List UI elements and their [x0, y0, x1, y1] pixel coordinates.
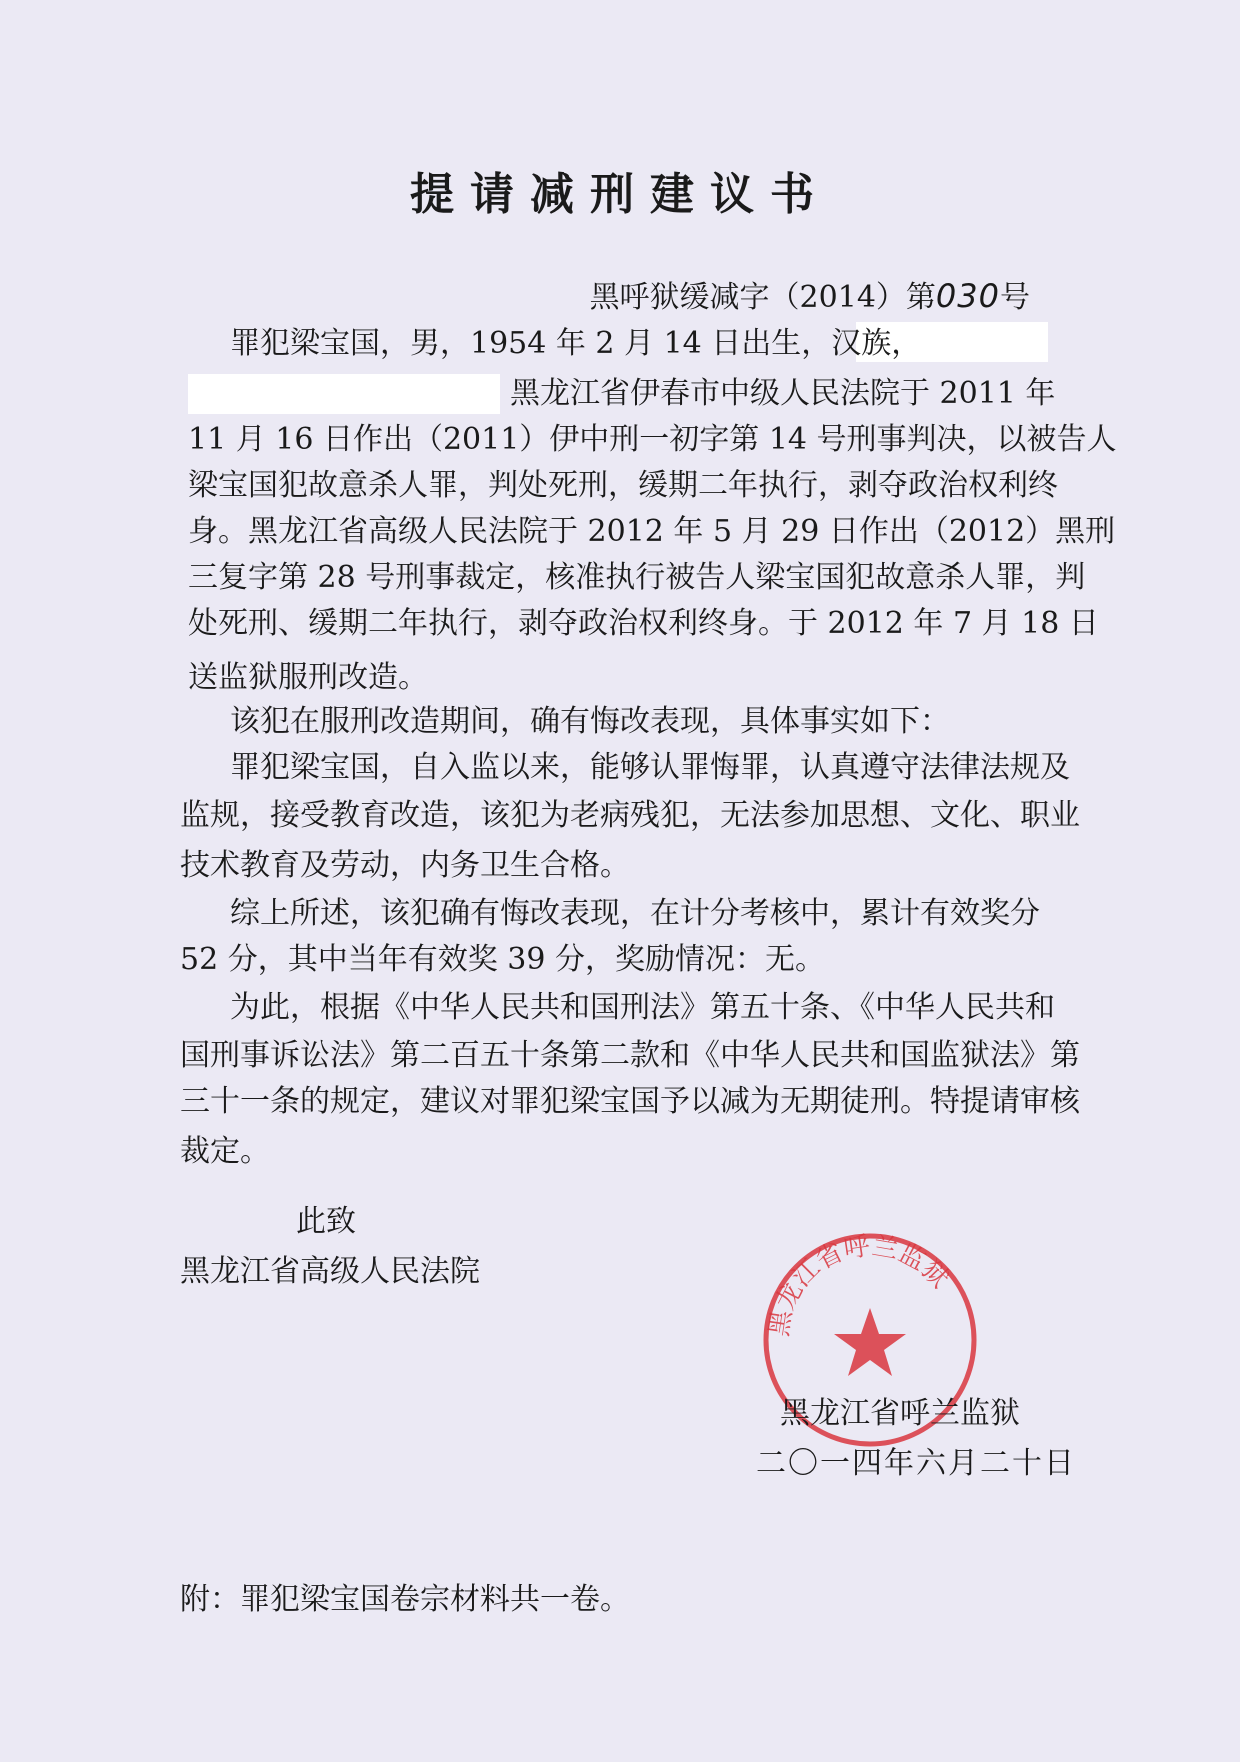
- body-line: 罪犯梁宝国，男，1954 年 2 月 14 日出生，汉族，: [230, 326, 922, 361]
- body-line: 黑龙江省伊春市中级人民法院于 2011 年: [510, 376, 1056, 411]
- body-line: 国刑事诉讼法》第二百五十条第二款和《中华人民共和国监狱法》第: [180, 1038, 1080, 1073]
- signature-org: 黑龙江省呼兰监狱: [780, 1396, 1020, 1431]
- body-line: 技术教育及劳动，内务卫生合格。: [180, 848, 630, 883]
- body-line: 梁宝国犯故意杀人罪，判处死刑，缓期二年执行，剥夺政治权利终: [188, 468, 1058, 503]
- body-line: 监规，接受教育改造，该犯为老病残犯，无法参加思想、文化、职业: [180, 798, 1080, 833]
- attachment-note: 附：罪犯梁宝国卷宗材料共一卷。: [180, 1582, 630, 1617]
- document-title: 提请减刑建议书: [410, 169, 830, 220]
- addressee: 黑龙江省高级人民法院: [180, 1254, 480, 1289]
- body-line: 三十一条的规定，建议对罪犯梁宝国予以减为无期徒刑。特提请审核: [180, 1084, 1080, 1119]
- body-line: 该犯在服刑改造期间，确有悔改表现，具体事实如下：: [230, 704, 950, 739]
- svg-text:黑龙江省呼兰监狱: [764, 1231, 954, 1338]
- document-number-suffix: 号: [1000, 280, 1030, 315]
- seal-text: 黑龙江省呼兰监狱: [764, 1231, 955, 1339]
- body-line: 综上所述，该犯确有悔改表现，在计分考核中，累计有效奖分: [230, 896, 1040, 931]
- star-icon: [834, 1308, 906, 1376]
- document-number: [590, 272, 1030, 316]
- body-line: 罪犯梁宝国，自入监以来，能够认罪悔罪，认真遵守法律法规及: [230, 750, 1070, 785]
- body-line: 处死刑、缓期二年执行，剥夺政治权利终身。于 2012 年 7 月 18 日: [188, 606, 1099, 641]
- salutation: 此致: [296, 1204, 356, 1239]
- redaction-box: [188, 374, 500, 414]
- body-line: 三复字第 28 号刑事裁定，核准执行被告人梁宝国犯故意杀人罪，判: [188, 560, 1086, 595]
- document-number-handwritten: 030: [935, 277, 1000, 315]
- body-line: 11 月 16 日作出（2011）伊中刑一初字第 14 号刑事判决，以被告人: [188, 422, 1117, 457]
- body-line: 裁定。: [180, 1134, 270, 1169]
- body-line: 身。黑龙江省高级人民法院于 2012 年 5 月 29 日作出（2012）黑刑: [188, 514, 1116, 549]
- body-line: 为此，根据《中华人民共和国刑法》第五十条、《中华人民共和: [230, 990, 1055, 1025]
- signature-date: 二〇一四年六月二十日: [756, 1446, 1076, 1481]
- body-line: 52 分，其中当年有效奖 39 分，奖励情况：无。: [180, 942, 825, 977]
- document-number-prefix: 黑呼狱缓减字（2014）第: [589, 280, 936, 315]
- body-line: 送监狱服刑改造。: [188, 660, 428, 695]
